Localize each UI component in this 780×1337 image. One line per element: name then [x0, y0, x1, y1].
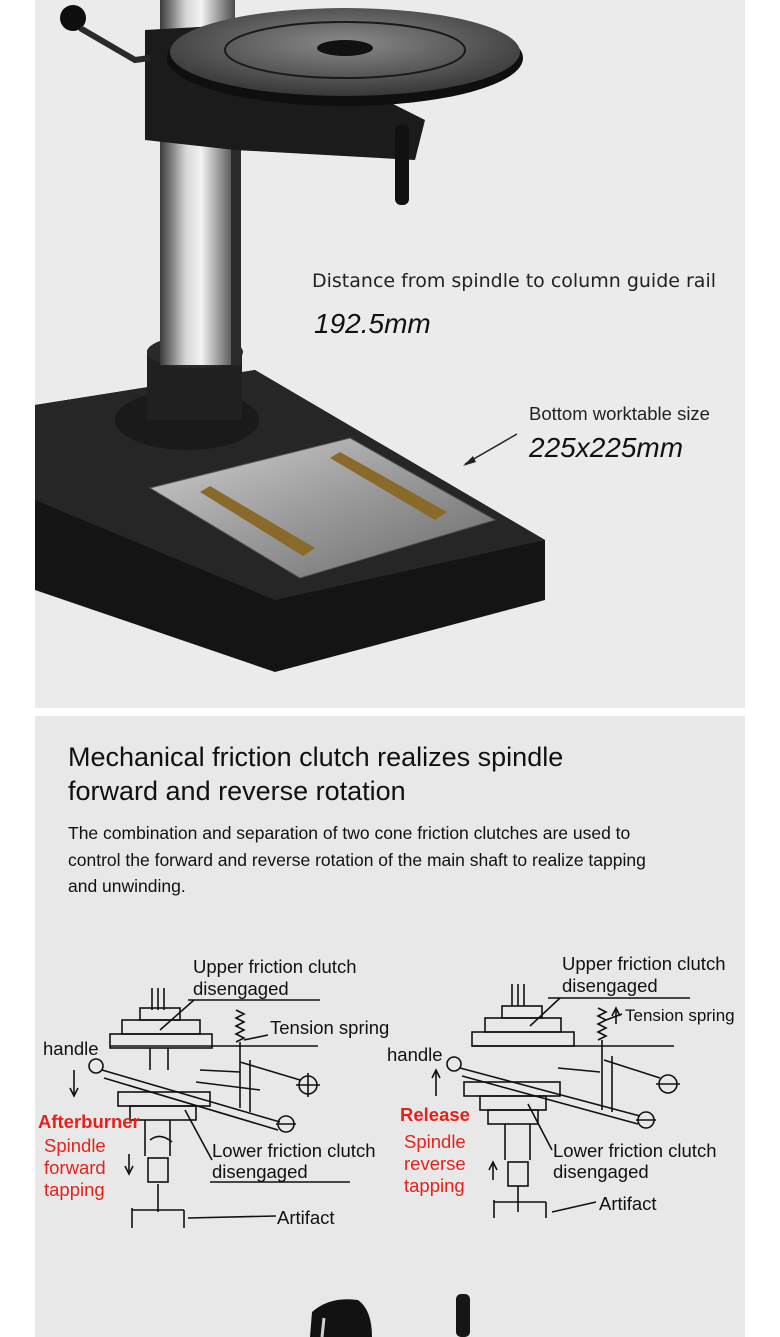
section-description [68, 820, 738, 900]
right-upper-clutch-label-2: disengaged [562, 975, 658, 996]
left-upper-clutch-label-1: Upper friction clutch [193, 956, 357, 977]
worktable-size-value: 225x225mm [529, 432, 684, 463]
left-action-label-1: Spindle [44, 1135, 106, 1156]
left-artifact-label: Artifact [277, 1207, 335, 1228]
right-handle-label: handle [387, 1044, 443, 1065]
section-title [68, 740, 708, 808]
section-title-line2: forward and reverse rotation [68, 776, 406, 806]
right-tension-spring-label: Tension spring [625, 1006, 735, 1025]
right-lower-clutch-label-2: disengaged [553, 1161, 649, 1182]
spindle-distance-value: 192.5mm [314, 308, 431, 339]
right-lower-clutch-label-1: Lower friction clutch [553, 1140, 717, 1161]
right-action-label-1: Spindle [404, 1131, 466, 1152]
left-upper-clutch-label-2: disengaged [193, 978, 289, 999]
section-title-line1: Mechanical friction clutch realizes spindle [68, 742, 564, 772]
left-tension-spring-label: Tension spring [270, 1017, 390, 1038]
left-action-label-2: forward [44, 1157, 106, 1178]
left-mode-label: Afterburner [38, 1111, 140, 1132]
description-line3: and unwinding. [68, 876, 186, 896]
right-artifact-label: Artifact [599, 1193, 657, 1214]
right-action-label-2: reverse [404, 1153, 466, 1174]
right-action-label-3: tapping [404, 1175, 465, 1196]
drill-press-image [35, 0, 745, 708]
product-photo-panel [35, 0, 745, 708]
left-handle-label: handle [43, 1038, 99, 1059]
left-action-label-3: tapping [44, 1179, 105, 1200]
description-line2: control the forward and reverse rotation of the main shaft to realize tapping [68, 849, 646, 870]
left-lower-clutch-label-1: Lower friction clutch [212, 1140, 376, 1161]
worktable-size-label: Bottom worktable size [529, 403, 710, 424]
left-lower-clutch-label-2: disengaged [212, 1161, 308, 1182]
right-upper-clutch-label-1: Upper friction clutch [562, 953, 726, 974]
right-mode-label: Release [400, 1104, 470, 1125]
description-line1: The combination and separation of two cone friction clutches are used to [68, 823, 631, 843]
spindle-distance-label: Distance from spindle to column guide rail [312, 270, 717, 292]
